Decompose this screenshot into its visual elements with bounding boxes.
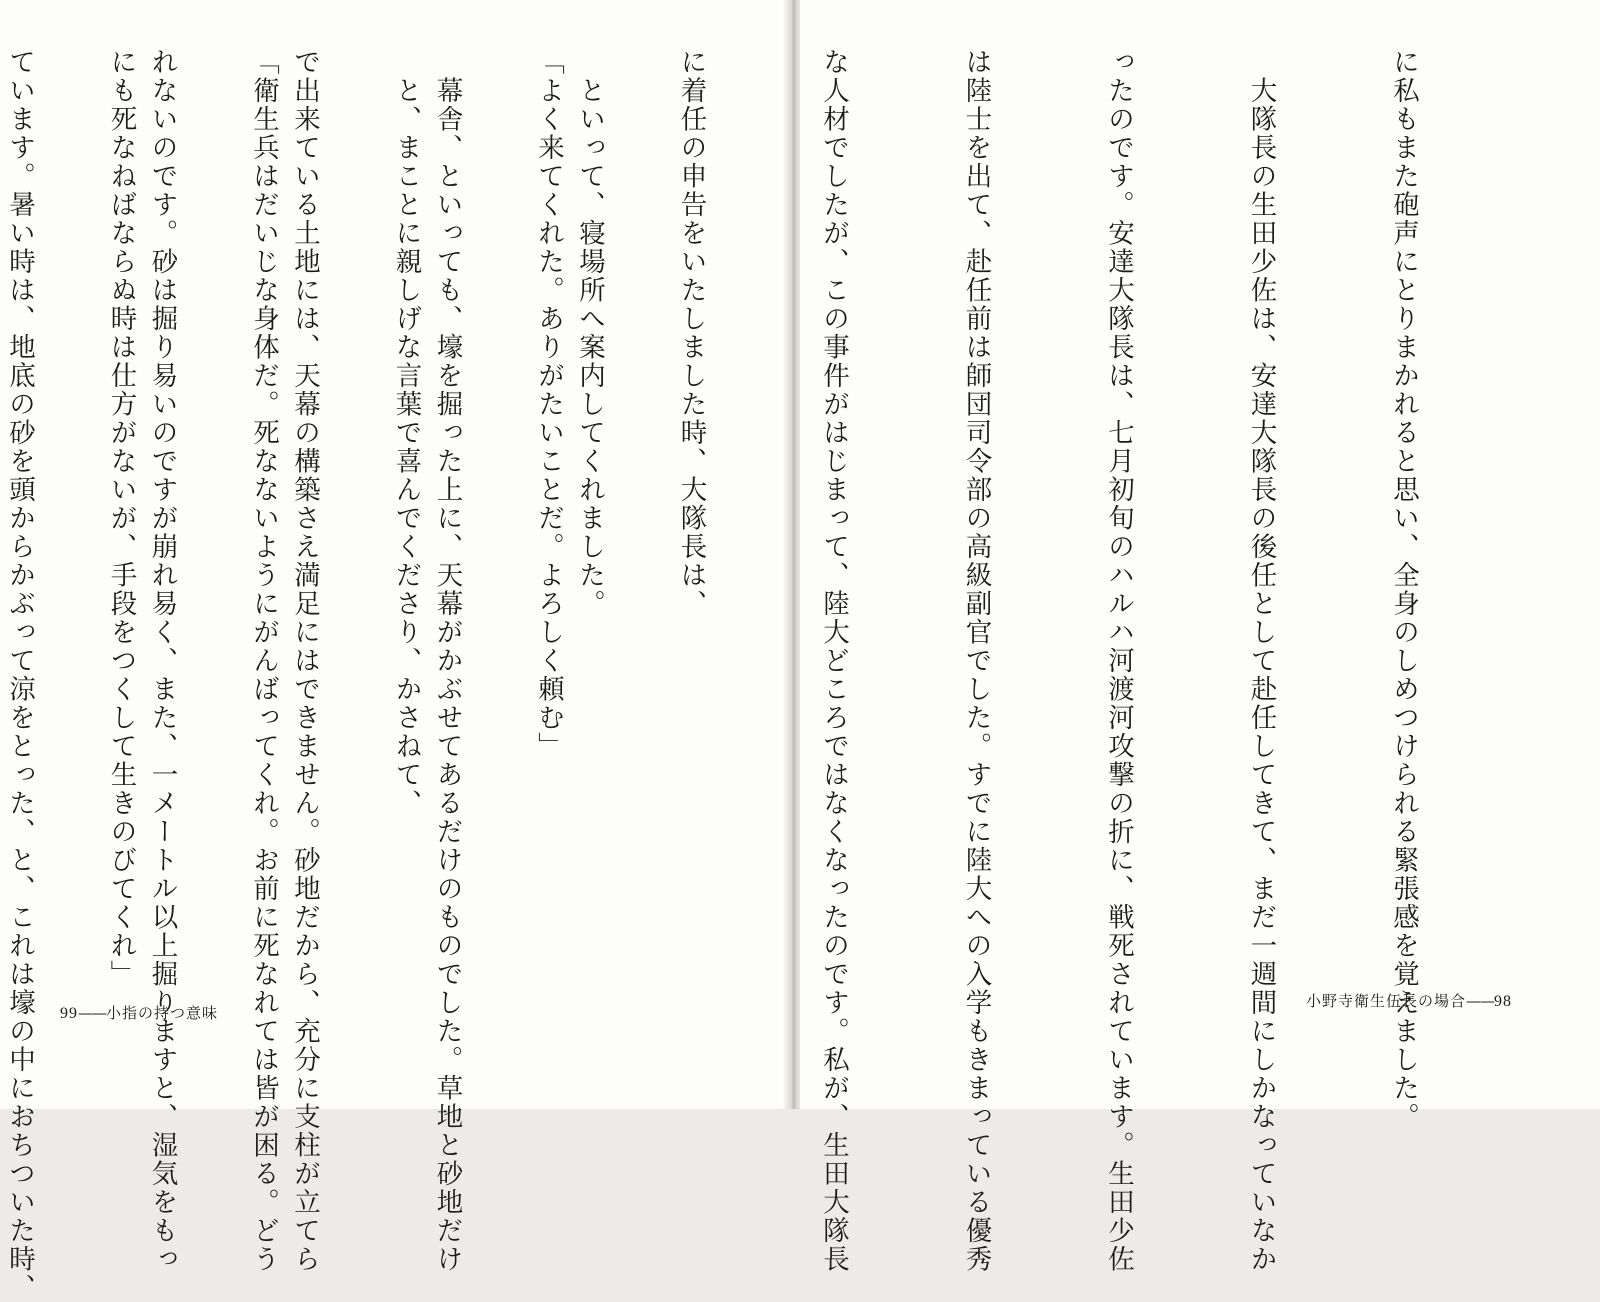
text-column: で出来ている土地には、天幕の構築さえ満足にはできません。砂地だから、充分に支柱が立てら [289,48,320,1274]
folio-dash: —— [78,1004,106,1022]
text-column: にも死なねばならぬ時は仕方がないが、手段をつくして生きのびてくれ」 [105,48,137,989]
text-column: ったのです。安達大隊長は、七月初旬のハルハ河渡河攻撃の折に、戦死されています。生田少佐 [1103,48,1134,1274]
text-column: れないのです。砂は掘り易いのですが崩れ易く、また、一メートル以上掘りますと、湿気をもっ [146,48,178,1274]
chapter-title: 小指の持つ意味 [106,1004,219,1022]
folio-dash: —— [1466,992,1494,1010]
page-number: 98 [1494,993,1512,1010]
text-column: 大隊長の生田少佐は、安達大隊長の後任として赴任してきて、まだ一週間にしかなっていなか [1245,48,1277,1274]
text-column: といって、寝場所へ案内してくれました。 [574,48,605,618]
text-column: 「よく来てくれた。ありがたいことだ。よろしく頼む」 [533,48,564,761]
right-page-footer [1306,990,1512,1011]
text-column: は陸士を出て、赴任前は師団司令部の高級副官でした。すでに陸大への入学もきまっている優秀 [960,48,992,1274]
text-column: と、まことに親しげな言葉で喜んでくださり、かさねて、 [390,48,422,818]
chapter-title: 小野寺衛生伍長の場合 [1305,992,1466,1010]
page-number: 99 [60,1005,78,1022]
text-column: な人材でしたが、この事件がはじまって、陸大どころではなくなったのです。私が、生田大隊長 [818,48,849,1274]
text-column: 幕舎、といっても、壕を掘った上に、天幕がかぶせてあるだけのものでした。草地と砂地だけ [431,48,463,1274]
text-column: に着任の申告をいたしました時、大隊長は、 [675,48,707,618]
text-column: ています。暑い時は、地底の砂を頭からかぶって涼をとった、と、これは壕の中におちついた時、 [4,48,35,1302]
text-column: に私もまた砲声にとりまかれると思い、全身のしめつけられる緊張感を覚えました。 [1388,48,1419,1131]
text-column: 「衛生兵はだいじな身体だ。死なないようにがんばってくれ。お前に死なれては皆が困る。どう [248,48,279,1274]
text-column [0,48,2,1008]
